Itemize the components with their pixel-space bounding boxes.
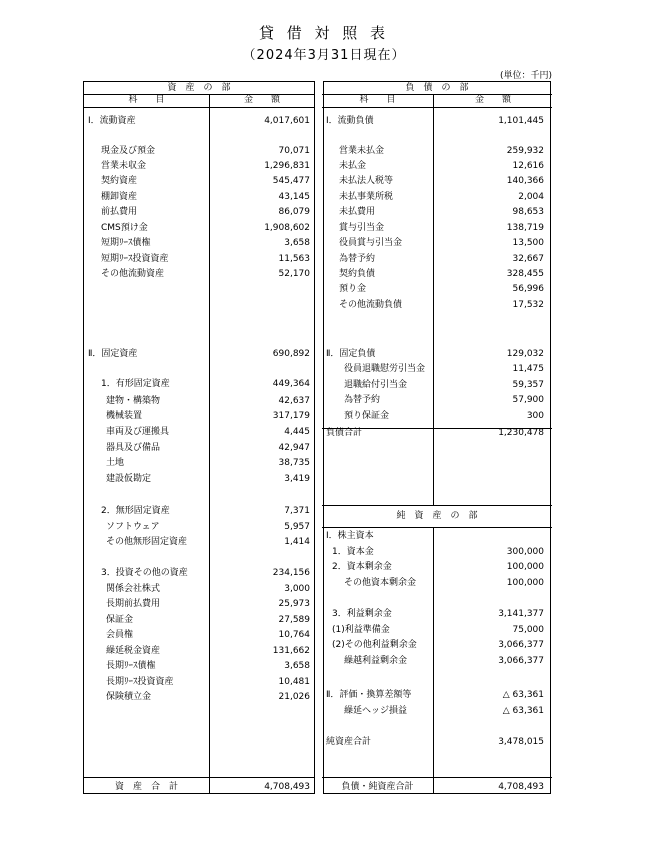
assets-amount: 4,017,601 [264, 116, 310, 126]
assets-label: 保証金 [106, 615, 134, 625]
assets-amount: 52,170 [278, 269, 310, 279]
liabilities-amount: 57,900 [512, 395, 544, 405]
assets-label: 1．有形固定資産 [101, 379, 170, 389]
liabilities-amount: 17,532 [512, 300, 544, 310]
assets-label: 営業未収金 [101, 161, 147, 171]
liab-net-total-line [322, 777, 552, 778]
assets-label: 建物・構築物 [106, 396, 161, 406]
liabilities-amount: 12,616 [512, 161, 544, 171]
net_assets-amount: 300,000 [506, 547, 544, 557]
liabilities-label: 営業未払金 [339, 146, 385, 156]
liabilities-amount: 129,032 [506, 349, 544, 359]
assets-amount: 70,071 [278, 146, 310, 156]
liability-item-header: 科 目 [359, 95, 396, 105]
assets-amount: 11,563 [278, 254, 310, 264]
assets-label: Ⅰ．流動資産 [88, 116, 136, 126]
asset-amount-header: 金 額 [243, 95, 280, 105]
assets-amount: 42,637 [278, 396, 310, 406]
assets-total-amount: 4,708,493 [264, 782, 310, 792]
liabilities-label: 未払費用 [339, 207, 376, 217]
net_assets-amount: 3,066,377 [498, 656, 544, 666]
liabilities-label: 未払事業所税 [339, 192, 394, 202]
net-assets-header-top [322, 505, 552, 506]
assets-amount: 43,145 [278, 192, 310, 202]
net_assets-label: 繰延ヘッジ損益 [344, 706, 408, 716]
net_assets-amount: △ 63,361 [502, 706, 544, 716]
asset-item-header: 科 目 [128, 95, 165, 105]
liabilities-amount: 259,932 [506, 146, 544, 156]
assets-label: 前払費用 [101, 207, 138, 217]
liabilities-label: 賞与引当金 [339, 223, 385, 233]
liability-header-bottom [322, 107, 552, 108]
liability-amount-header: 金 額 [474, 95, 511, 105]
net_assets-label: Ⅰ．株主資本 [326, 531, 374, 541]
liabilities-amount: 1,230,478 [498, 428, 544, 438]
assets-label: 器具及び備品 [106, 443, 161, 453]
liabilities-label: 役員賞与引当金 [339, 238, 403, 248]
assets-amount: 3,658 [284, 661, 310, 671]
assets-amount: 86,079 [278, 207, 310, 217]
net_assets-label: (2)その他利益剰余金 [332, 640, 417, 650]
assets-amount: 10,481 [278, 677, 310, 687]
net_assets-label: 繰越利益剰余金 [344, 656, 408, 666]
balance-sheet-table [83, 81, 551, 794]
assets-label: Ⅱ．固定資産 [88, 349, 138, 359]
liabilities-label: Ⅱ．固定負債 [326, 349, 376, 359]
assets-label: 棚卸資産 [101, 192, 138, 202]
assets-amount: 3,419 [284, 474, 310, 484]
assets-amount: 1,296,831 [264, 161, 310, 171]
liabilities-label: 未払金 [339, 161, 367, 171]
liabilities-label: 為替予約 [339, 254, 376, 264]
assets-amount: 234,156 [272, 568, 310, 578]
column-gap [314, 81, 324, 794]
liabilities-amount: 13,500 [512, 238, 544, 248]
net_assets-label: 2．資本剰余金 [332, 562, 392, 572]
assets-amount: 449,364 [272, 379, 310, 389]
assets-label: 現金及び預金 [101, 146, 156, 156]
assets-label: 保険積立金 [106, 692, 152, 702]
assets-amount: 21,026 [278, 692, 310, 702]
assets-label: 長期ﾘｰｽ投資資産 [106, 677, 174, 687]
liabilities-label: 預り金 [339, 284, 367, 294]
net_assets-amount: 3,066,377 [498, 640, 544, 650]
assets-label: 3．投資その他の資産 [101, 568, 188, 578]
liabilities-amount: 98,653 [512, 207, 544, 217]
liabilities-amount: 11,475 [512, 364, 544, 374]
liabilities-amount: 56,996 [512, 284, 544, 294]
net_assets-label: 1．資本金 [332, 547, 374, 557]
net-assets-section-header: 純 資 産 の 部 [396, 511, 478, 521]
liabilities-amount: 328,455 [506, 269, 544, 279]
assets-amount: 690,892 [272, 349, 310, 359]
liabilities-label: 未払法人税等 [339, 176, 394, 186]
net_assets-amount: 100,000 [506, 562, 544, 572]
liabilities-label: その他流動負債 [339, 300, 403, 310]
assets-amount: 3,000 [284, 584, 310, 594]
assets-amount: 27,589 [278, 615, 310, 625]
assets-amount: 131,662 [272, 646, 310, 656]
liabilities-label: 預り保証金 [344, 411, 390, 421]
net_assets-amount: △ 63,361 [502, 690, 544, 700]
assets-total-label: 資 産 合 計 [114, 782, 178, 792]
liabilities-amount: 32,667 [512, 254, 544, 264]
assets-label: 繰延税金資産 [106, 646, 161, 656]
net_assets-label: Ⅱ．評価・換算差額等 [326, 690, 412, 700]
liabilities-label: 負債合計 [326, 428, 363, 438]
assets-label: 車両及び運搬具 [106, 427, 170, 437]
liabilities-amount: 1,101,445 [498, 116, 544, 126]
assets-amount: 10,764 [278, 630, 310, 640]
liabilities-amount: 138,719 [506, 223, 544, 233]
assets-label: 短期ﾘｰｽ投資資産 [101, 254, 169, 264]
liabilities-label: 役員退職慰労引当金 [344, 364, 426, 374]
asset-header-bottom [84, 107, 314, 108]
assets-label: 関係会社株式 [106, 584, 161, 594]
net_assets-label: (1)利益準備金 [332, 625, 390, 635]
net_assets-label: 純資産合計 [326, 737, 372, 747]
assets-section-header: 資 産 の 部 [167, 83, 231, 93]
liabilities-amount: 140,366 [506, 176, 544, 186]
liab-net-total-label: 負債・純資産合計 [341, 782, 414, 792]
assets-label: 契約資産 [101, 176, 138, 186]
assets-amount: 4,445 [284, 427, 310, 437]
assets-amount: 42,947 [278, 443, 310, 453]
assets-label: 長期前払費用 [106, 599, 161, 609]
liabilities-label: Ⅰ．流動負債 [326, 116, 374, 126]
assets-label: 長期ﾘｰｽ債権 [106, 661, 156, 671]
liabilities-label: 為替予約 [344, 395, 381, 405]
net_assets-label: 3．利益剰余金 [332, 609, 392, 619]
assets-amount: 1,908,602 [264, 223, 310, 233]
assets-amount: 3,658 [284, 238, 310, 248]
assets-amount: 25,973 [278, 599, 310, 609]
assets-label: 建設仮勘定 [106, 474, 152, 484]
assets-label: 会員権 [106, 630, 134, 640]
net_assets-label: その他資本剰余金 [344, 578, 417, 588]
assets-total-line [84, 777, 314, 778]
net_assets-amount: 3,478,015 [498, 737, 544, 747]
assets-label: CMS預け金 [101, 223, 148, 233]
assets-amount: 38,735 [278, 458, 310, 468]
net_assets-amount: 3,141,377 [498, 609, 544, 619]
assets-label: 土地 [106, 458, 125, 468]
liab-net-total-amount: 4,708,493 [498, 782, 544, 792]
liabilities-label: 契約負債 [339, 269, 376, 279]
document-title: 貸 借 対 照 表 [258, 24, 390, 42]
assets-label: 2．無形固定資産 [101, 506, 170, 516]
assets-amount: 1,414 [284, 537, 310, 547]
assets-label: ソフトウェア [106, 522, 160, 532]
net_assets-amount: 100,000 [506, 578, 544, 588]
liabilities-amount: 59,357 [512, 380, 544, 390]
assets-label: 機械装置 [106, 411, 143, 421]
assets-amount: 5,957 [284, 522, 310, 532]
assets-label: その他流動資産 [101, 269, 165, 279]
net-assets-header-bottom [322, 527, 552, 528]
assets-label: その他無形固定資産 [106, 537, 188, 547]
assets-label: 短期ﾘｰｽ債権 [101, 238, 151, 248]
document-date: （2024年3月31日現在） [242, 48, 406, 63]
net_assets-amount: 75,000 [512, 625, 544, 635]
liabilities-amount: 2,004 [518, 192, 544, 202]
liabilities-section-header: 負 債 の 部 [405, 83, 469, 93]
assets-amount: 545,477 [272, 176, 310, 186]
unit-note: (単位：千円) [499, 71, 552, 81]
liabilities-label: 退職給付引当金 [344, 380, 408, 390]
liabilities-amount: 300 [526, 411, 544, 421]
assets-amount: 7,371 [284, 506, 310, 516]
assets-amount: 317,179 [272, 411, 310, 421]
